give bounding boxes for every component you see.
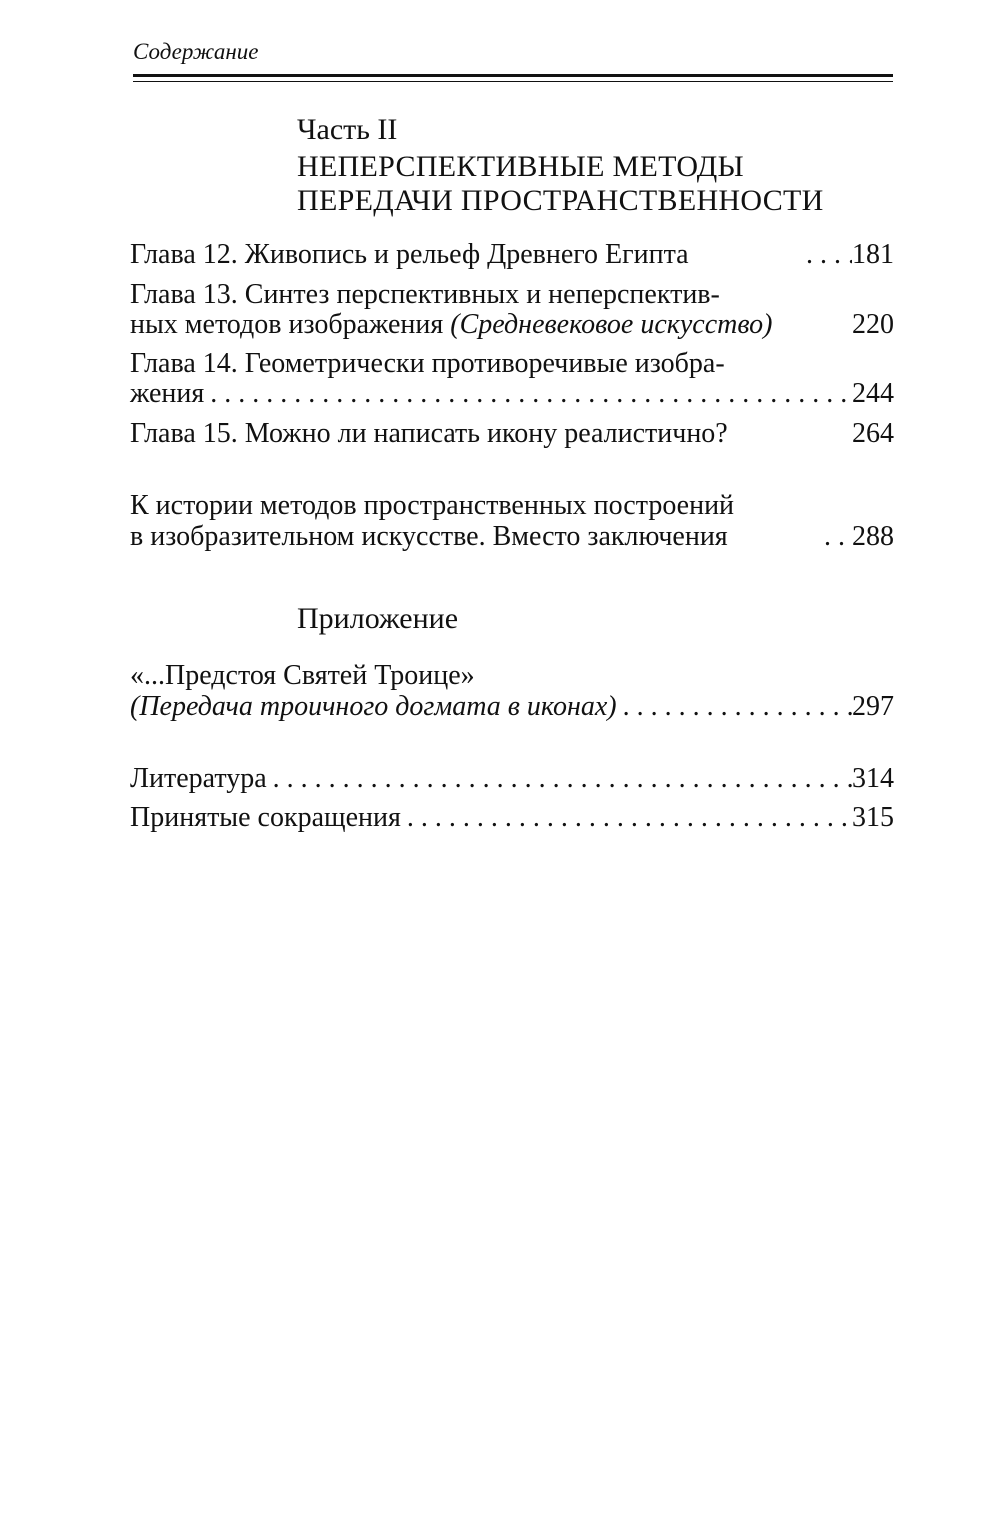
toc-entry-title: К истории методов пространственных построений [130,490,735,521]
toc-entry-title-continued: ных методов изображения [130,309,451,340]
toc-entry-conclusion-line-2[interactable] [130,520,894,554]
toc-entry-title-continued: в изобразительном искусстве. Вместо заключения [130,521,728,552]
toc-entry-appendix-line-1[interactable] [130,659,894,693]
toc-entry-title: Принятые сокращения [130,802,401,833]
toc-entry-subtitle: (Средневековое искусство) [450,309,773,340]
toc-entry-abbreviations[interactable] [130,801,894,835]
toc-entry-title: «...Предстоя Святей Троице» [130,660,475,691]
toc-page-number: 181 [852,239,894,270]
leader-dots [800,238,852,272]
header-rule-thick [133,74,893,77]
toc-page-number: 314 [852,763,894,794]
toc-entry-literature[interactable] [130,762,894,796]
toc-entry-title: Глава 13. Синтез перспективных и неперспектив- [130,279,720,310]
toc-entry-chapter-14-line-1[interactable] [130,347,894,381]
toc-entry-title: Глава 12. Живопись и рельеф Древнего Египта [130,239,689,270]
toc-page-number: 220 [852,309,894,340]
toc-entry-title: Литература [130,763,267,794]
toc-entry-chapter-13-line-1[interactable] [130,278,894,312]
toc-page-number: 288 [852,521,894,552]
leader-dots [204,377,852,411]
leader-dots [617,690,852,724]
part-label: Часть II [297,113,398,146]
toc-page-number: 297 [852,691,894,722]
toc-entry-subtitle: (Передача троичного догмата в иконах) [130,691,617,722]
toc-entry-title-continued: жения [130,378,205,409]
toc-entry-chapter-13-line-2[interactable] [130,308,894,342]
leader-dots [267,762,852,796]
toc-page-number: 264 [852,418,894,449]
leader-dots [401,801,852,835]
part-title-line-2: ПЕРЕДАЧИ ПРОСТРАНСТВЕННОСТИ [297,184,824,217]
toc-page-number: 244 [852,378,894,409]
running-head: Содержание [133,39,259,64]
toc-entry-appendix-line-2[interactable] [130,690,894,724]
part-title-line-1: НЕПЕРСПЕКТИВНЫЕ МЕТОДЫ [297,150,745,183]
toc-entry-conclusion-line-1[interactable] [130,489,894,523]
leader-dots [818,520,852,554]
toc-entry-chapter-14-line-2[interactable] [130,377,894,411]
toc-entry-title: Глава 14. Геометрически противоречивые изобра- [130,348,725,379]
appendix-label: Приложение [297,602,459,635]
toc-entry-title: Глава 15. Можно ли написать икону реалистично? [130,418,728,449]
toc-page-number: 315 [852,802,894,833]
toc-entry-chapter-12[interactable] [130,238,894,272]
header-rule-thin [133,81,893,82]
toc-entry-chapter-15[interactable] [130,417,894,451]
